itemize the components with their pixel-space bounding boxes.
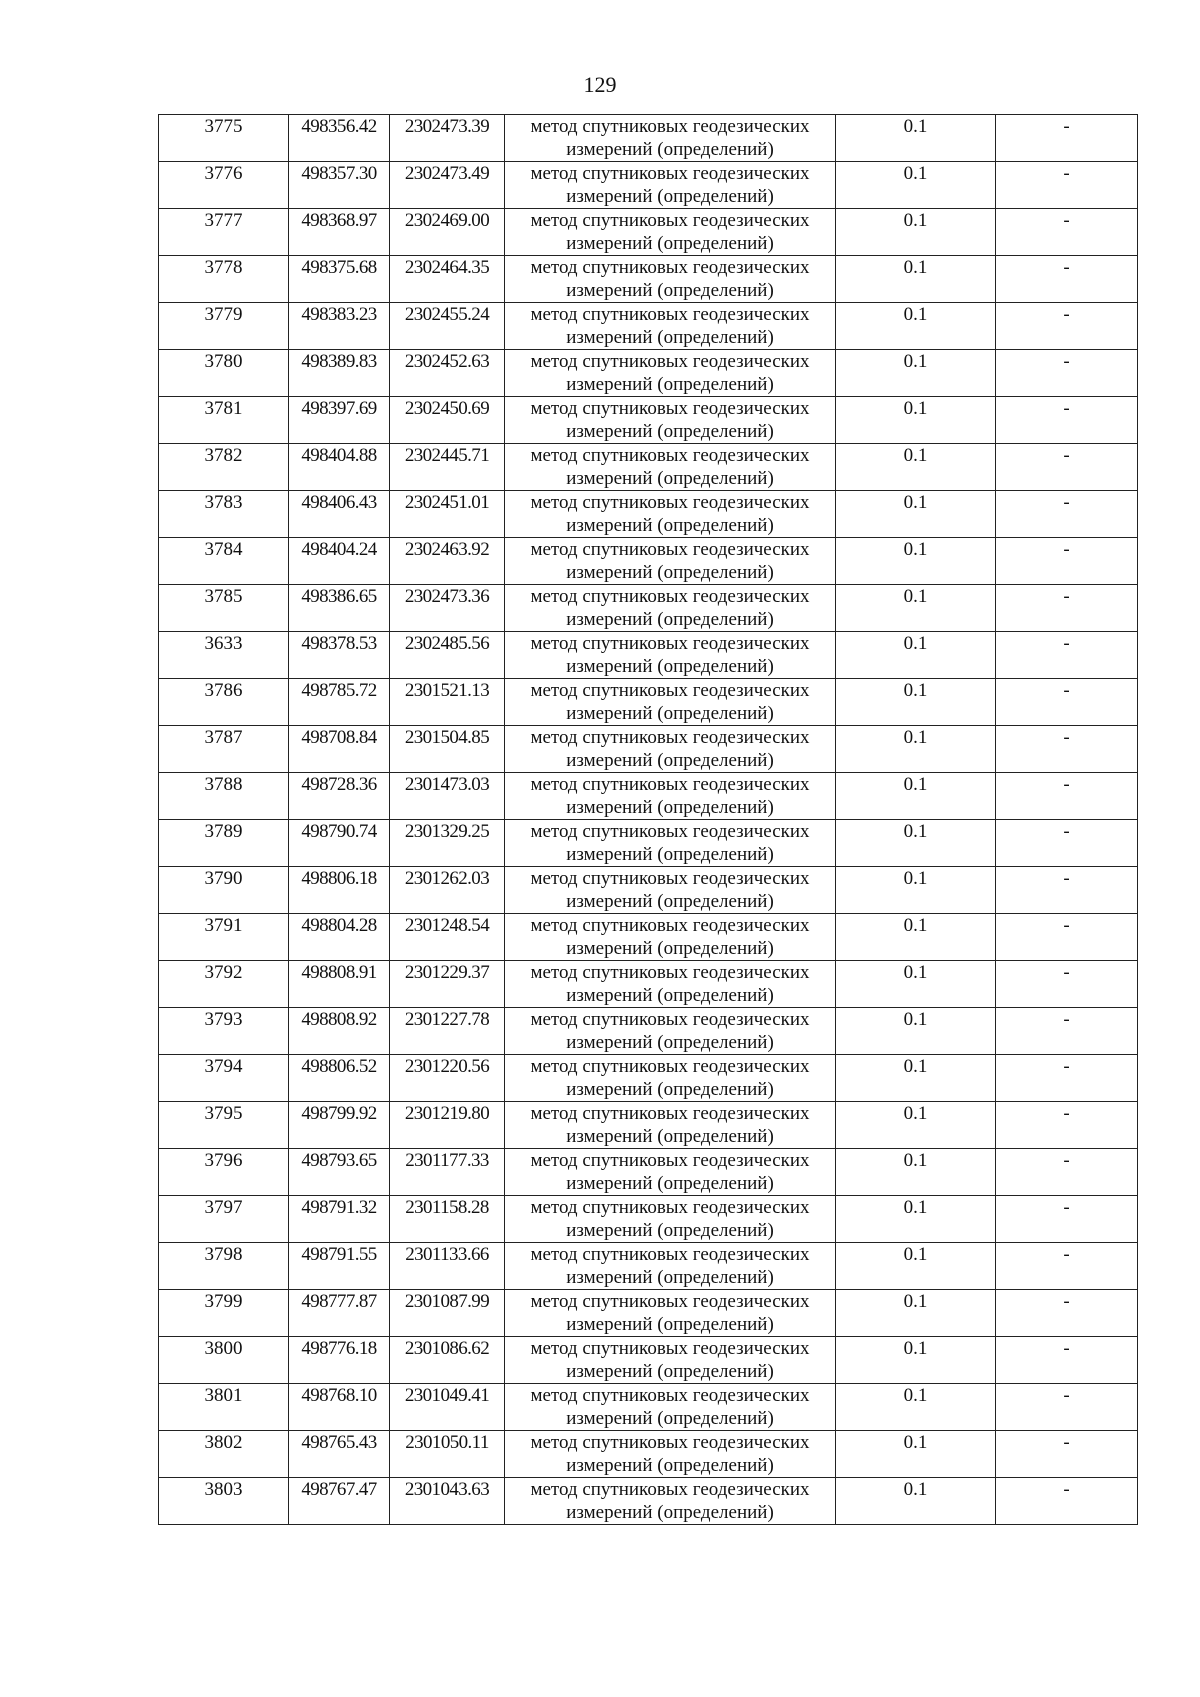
method-cell xyxy=(505,1431,836,1478)
point-number-cell: 3781 xyxy=(159,397,289,444)
y-coordinate-cell: 2301248.54 xyxy=(390,914,505,961)
point-number-cell: 3799 xyxy=(159,1290,289,1337)
note-cell: - xyxy=(996,1478,1138,1525)
table-row xyxy=(159,726,1138,773)
method-line-2: измерений (определений) xyxy=(566,562,774,583)
y-coordinate-cell: 2302469.00 xyxy=(390,209,505,256)
method-cell xyxy=(505,491,836,538)
x-coordinate-cell: 498776.18 xyxy=(289,1337,390,1384)
point-number-cell: 3796 xyxy=(159,1149,289,1196)
method-line-1: метод спутниковых геодезических xyxy=(530,586,810,607)
table-row xyxy=(159,397,1138,444)
point-number-cell: 3775 xyxy=(159,115,289,162)
table-row xyxy=(159,914,1138,961)
accuracy-cell: 0.1 xyxy=(836,867,996,914)
method-cell xyxy=(505,256,836,303)
note-cell: - xyxy=(996,256,1138,303)
x-coordinate-cell: 498767.47 xyxy=(289,1478,390,1525)
table-row xyxy=(159,632,1138,679)
accuracy-cell: 0.1 xyxy=(836,1243,996,1290)
x-coordinate-cell: 498404.24 xyxy=(289,538,390,585)
method-line-2: измерений (определений) xyxy=(566,938,774,959)
point-number-cell: 3778 xyxy=(159,256,289,303)
y-coordinate-cell: 2302455.24 xyxy=(390,303,505,350)
y-coordinate-cell: 2301473.03 xyxy=(390,773,505,820)
note-cell: - xyxy=(996,1290,1138,1337)
note-cell: - xyxy=(996,726,1138,773)
method-cell xyxy=(505,632,836,679)
point-number-cell: 3787 xyxy=(159,726,289,773)
note-cell: - xyxy=(996,162,1138,209)
method-line-2: измерений (определений) xyxy=(566,609,774,630)
accuracy-cell: 0.1 xyxy=(836,679,996,726)
note-cell: - xyxy=(996,961,1138,1008)
accuracy-cell: 0.1 xyxy=(836,773,996,820)
method-line-2: измерений (определений) xyxy=(566,797,774,818)
table-body xyxy=(159,115,1138,1525)
method-line-2: измерений (определений) xyxy=(566,1314,774,1335)
table-row xyxy=(159,538,1138,585)
x-coordinate-cell: 498368.97 xyxy=(289,209,390,256)
x-coordinate-cell: 498808.91 xyxy=(289,961,390,1008)
method-cell xyxy=(505,867,836,914)
table-row xyxy=(159,209,1138,256)
point-number-cell: 3782 xyxy=(159,444,289,491)
table-row xyxy=(159,444,1138,491)
point-number-cell: 3801 xyxy=(159,1384,289,1431)
table-row xyxy=(159,585,1138,632)
method-line-1: метод спутниковых геодезических xyxy=(530,1009,810,1030)
x-coordinate-cell: 498765.43 xyxy=(289,1431,390,1478)
method-cell xyxy=(505,209,836,256)
method-cell xyxy=(505,303,836,350)
method-cell xyxy=(505,397,836,444)
accuracy-cell: 0.1 xyxy=(836,397,996,444)
note-cell: - xyxy=(996,397,1138,444)
y-coordinate-cell: 2302473.49 xyxy=(390,162,505,209)
table-row xyxy=(159,162,1138,209)
method-line-1: метод спутниковых геодезических xyxy=(530,774,810,795)
point-number-cell: 3776 xyxy=(159,162,289,209)
method-line-1: метод спутниковых геодезических xyxy=(530,257,810,278)
y-coordinate-cell: 2302464.35 xyxy=(390,256,505,303)
table-row xyxy=(159,115,1138,162)
x-coordinate-cell: 498378.53 xyxy=(289,632,390,679)
page-number: 129 xyxy=(583,72,617,97)
accuracy-cell: 0.1 xyxy=(836,303,996,350)
method-line-1: метод спутниковых геодезических xyxy=(530,1432,810,1453)
table-row xyxy=(159,1290,1138,1337)
y-coordinate-cell: 2302485.56 xyxy=(390,632,505,679)
note-cell: - xyxy=(996,115,1138,162)
point-number-cell: 3800 xyxy=(159,1337,289,1384)
method-cell xyxy=(505,1243,836,1290)
point-number-cell: 3784 xyxy=(159,538,289,585)
note-cell: - xyxy=(996,444,1138,491)
table-row xyxy=(159,1431,1138,1478)
x-coordinate-cell: 498768.10 xyxy=(289,1384,390,1431)
method-cell xyxy=(505,1290,836,1337)
y-coordinate-cell: 2302473.36 xyxy=(390,585,505,632)
accuracy-cell: 0.1 xyxy=(836,726,996,773)
y-coordinate-cell: 2302463.92 xyxy=(390,538,505,585)
method-line-2: измерений (определений) xyxy=(566,1032,774,1053)
method-line-1: метод спутниковых геодезических xyxy=(530,210,810,231)
method-line-2: измерений (определений) xyxy=(566,515,774,536)
method-line-1: метод спутниковых геодезических xyxy=(530,304,810,325)
method-line-1: метод спутниковых геодезических xyxy=(530,1338,810,1359)
table-row xyxy=(159,773,1138,820)
note-cell: - xyxy=(996,1102,1138,1149)
point-number-cell: 3803 xyxy=(159,1478,289,1525)
accuracy-cell: 0.1 xyxy=(836,115,996,162)
method-cell xyxy=(505,1196,836,1243)
y-coordinate-cell: 2302450.69 xyxy=(390,397,505,444)
method-cell xyxy=(505,444,836,491)
coordinates-table xyxy=(158,114,1138,1525)
method-cell xyxy=(505,914,836,961)
note-cell: - xyxy=(996,1384,1138,1431)
x-coordinate-cell: 498397.69 xyxy=(289,397,390,444)
y-coordinate-cell: 2301049.41 xyxy=(390,1384,505,1431)
accuracy-cell: 0.1 xyxy=(836,820,996,867)
method-cell xyxy=(505,820,836,867)
method-line-1: метод спутниковых геодезических xyxy=(530,116,810,137)
table-row xyxy=(159,1478,1138,1525)
accuracy-cell: 0.1 xyxy=(836,538,996,585)
method-line-1: метод спутниковых геодезических xyxy=(530,492,810,513)
method-line-1: метод спутниковых геодезических xyxy=(530,539,810,560)
method-line-1: метод спутниковых геодезических xyxy=(530,1291,810,1312)
method-line-2: измерений (определений) xyxy=(566,1408,774,1429)
note-cell: - xyxy=(996,538,1138,585)
method-cell xyxy=(505,162,836,209)
method-line-2: измерений (определений) xyxy=(566,280,774,301)
method-cell xyxy=(505,1102,836,1149)
point-number-cell: 3795 xyxy=(159,1102,289,1149)
y-coordinate-cell: 2301050.11 xyxy=(390,1431,505,1478)
method-line-1: метод спутниковых геодезических xyxy=(530,633,810,654)
method-line-2: измерений (определений) xyxy=(566,139,774,160)
table-row xyxy=(159,1196,1138,1243)
method-line-2: измерений (определений) xyxy=(566,703,774,724)
note-cell: - xyxy=(996,914,1138,961)
method-line-1: метод спутниковых геодезических xyxy=(530,680,810,701)
point-number-cell: 3780 xyxy=(159,350,289,397)
accuracy-cell: 0.1 xyxy=(836,1196,996,1243)
x-coordinate-cell: 498793.65 xyxy=(289,1149,390,1196)
y-coordinate-cell: 2301158.28 xyxy=(390,1196,505,1243)
table-row xyxy=(159,1384,1138,1431)
y-coordinate-cell: 2301220.56 xyxy=(390,1055,505,1102)
method-cell xyxy=(505,585,836,632)
y-coordinate-cell: 2302451.01 xyxy=(390,491,505,538)
y-coordinate-cell: 2301219.80 xyxy=(390,1102,505,1149)
x-coordinate-cell: 498806.52 xyxy=(289,1055,390,1102)
y-coordinate-cell: 2302445.71 xyxy=(390,444,505,491)
y-coordinate-cell: 2302452.63 xyxy=(390,350,505,397)
x-coordinate-cell: 498804.28 xyxy=(289,914,390,961)
note-cell: - xyxy=(996,491,1138,538)
accuracy-cell: 0.1 xyxy=(836,1384,996,1431)
method-line-2: измерений (определений) xyxy=(566,1220,774,1241)
y-coordinate-cell: 2301521.13 xyxy=(390,679,505,726)
method-line-2: измерений (определений) xyxy=(566,468,774,489)
y-coordinate-cell: 2301133.66 xyxy=(390,1243,505,1290)
method-line-2: измерений (определений) xyxy=(566,750,774,771)
x-coordinate-cell: 498375.68 xyxy=(289,256,390,303)
table-row xyxy=(159,1008,1138,1055)
x-coordinate-cell: 498389.83 xyxy=(289,350,390,397)
accuracy-cell: 0.1 xyxy=(836,1102,996,1149)
method-cell xyxy=(505,538,836,585)
method-line-1: метод спутниковых геодезических xyxy=(530,1244,810,1265)
accuracy-cell: 0.1 xyxy=(836,256,996,303)
method-cell xyxy=(505,1055,836,1102)
note-cell: - xyxy=(996,1337,1138,1384)
method-line-2: измерений (определений) xyxy=(566,1079,774,1100)
method-line-2: измерений (определений) xyxy=(566,374,774,395)
accuracy-cell: 0.1 xyxy=(836,914,996,961)
note-cell: - xyxy=(996,632,1138,679)
x-coordinate-cell: 498791.55 xyxy=(289,1243,390,1290)
point-number-cell: 3785 xyxy=(159,585,289,632)
point-number-cell: 3788 xyxy=(159,773,289,820)
method-line-2: измерений (определений) xyxy=(566,421,774,442)
x-coordinate-cell: 498708.84 xyxy=(289,726,390,773)
note-cell: - xyxy=(996,1055,1138,1102)
accuracy-cell: 0.1 xyxy=(836,1055,996,1102)
accuracy-cell: 0.1 xyxy=(836,961,996,1008)
method-line-1: метод спутниковых геодезических xyxy=(530,1056,810,1077)
method-line-2: измерений (определений) xyxy=(566,1267,774,1288)
method-line-1: метод спутниковых геодезических xyxy=(530,1479,810,1500)
method-cell xyxy=(505,961,836,1008)
method-line-1: метод спутниковых геодезических xyxy=(530,1103,810,1124)
accuracy-cell: 0.1 xyxy=(836,350,996,397)
method-line-2: измерений (определений) xyxy=(566,656,774,677)
note-cell: - xyxy=(996,209,1138,256)
accuracy-cell: 0.1 xyxy=(836,1431,996,1478)
method-line-1: метод спутниковых геодезических xyxy=(530,962,810,983)
method-line-2: измерений (определений) xyxy=(566,891,774,912)
table-row xyxy=(159,1243,1138,1290)
note-cell: - xyxy=(996,1243,1138,1290)
point-number-cell: 3777 xyxy=(159,209,289,256)
point-number-cell: 3792 xyxy=(159,961,289,1008)
accuracy-cell: 0.1 xyxy=(836,1290,996,1337)
note-cell: - xyxy=(996,867,1138,914)
point-number-cell: 3802 xyxy=(159,1431,289,1478)
point-number-cell: 3790 xyxy=(159,867,289,914)
method-line-1: метод спутниковых геодезических xyxy=(530,1197,810,1218)
accuracy-cell: 0.1 xyxy=(836,444,996,491)
method-line-2: измерений (определений) xyxy=(566,1455,774,1476)
method-line-1: метод спутниковых геодезических xyxy=(530,868,810,889)
x-coordinate-cell: 498386.65 xyxy=(289,585,390,632)
y-coordinate-cell: 2301087.99 xyxy=(390,1290,505,1337)
accuracy-cell: 0.1 xyxy=(836,585,996,632)
note-cell: - xyxy=(996,585,1138,632)
method-line-2: измерений (определений) xyxy=(566,327,774,348)
table-row xyxy=(159,867,1138,914)
method-line-1: метод спутниковых геодезических xyxy=(530,727,810,748)
note-cell: - xyxy=(996,773,1138,820)
accuracy-cell: 0.1 xyxy=(836,1478,996,1525)
point-number-cell: 3786 xyxy=(159,679,289,726)
note-cell: - xyxy=(996,1196,1138,1243)
table-row xyxy=(159,303,1138,350)
x-coordinate-cell: 498790.74 xyxy=(289,820,390,867)
x-coordinate-cell: 498404.88 xyxy=(289,444,390,491)
method-cell xyxy=(505,726,836,773)
method-line-1: метод спутниковых геодезических xyxy=(530,1385,810,1406)
note-cell: - xyxy=(996,1431,1138,1478)
point-number-cell: 3783 xyxy=(159,491,289,538)
method-cell xyxy=(505,350,836,397)
method-line-2: измерений (определений) xyxy=(566,1173,774,1194)
note-cell: - xyxy=(996,679,1138,726)
x-coordinate-cell: 498777.87 xyxy=(289,1290,390,1337)
accuracy-cell: 0.1 xyxy=(836,209,996,256)
table-row xyxy=(159,820,1138,867)
y-coordinate-cell: 2301229.37 xyxy=(390,961,505,1008)
table-row xyxy=(159,491,1138,538)
method-line-1: метод спутниковых геодезических xyxy=(530,163,810,184)
method-line-1: метод спутниковых геодезических xyxy=(530,821,810,842)
method-cell xyxy=(505,773,836,820)
method-cell xyxy=(505,1384,836,1431)
table-row xyxy=(159,256,1138,303)
x-coordinate-cell: 498808.92 xyxy=(289,1008,390,1055)
table-row xyxy=(159,1102,1138,1149)
note-cell: - xyxy=(996,1149,1138,1196)
accuracy-cell: 0.1 xyxy=(836,1337,996,1384)
table-row xyxy=(159,1337,1138,1384)
note-cell: - xyxy=(996,820,1138,867)
method-line-1: метод спутниковых геодезических xyxy=(530,1150,810,1171)
x-coordinate-cell: 498806.18 xyxy=(289,867,390,914)
y-coordinate-cell: 2301177.33 xyxy=(390,1149,505,1196)
point-number-cell: 3794 xyxy=(159,1055,289,1102)
accuracy-cell: 0.1 xyxy=(836,1008,996,1055)
point-number-cell: 3789 xyxy=(159,820,289,867)
method-cell xyxy=(505,115,836,162)
table-row xyxy=(159,679,1138,726)
accuracy-cell: 0.1 xyxy=(836,162,996,209)
point-number-cell: 3798 xyxy=(159,1243,289,1290)
method-cell xyxy=(505,1149,836,1196)
y-coordinate-cell: 2301227.78 xyxy=(390,1008,505,1055)
method-cell xyxy=(505,679,836,726)
y-coordinate-cell: 2301262.03 xyxy=(390,867,505,914)
method-cell xyxy=(505,1478,836,1525)
method-line-2: измерений (определений) xyxy=(566,1126,774,1147)
point-number-cell: 3797 xyxy=(159,1196,289,1243)
method-line-2: измерений (определений) xyxy=(566,1361,774,1382)
point-number-cell: 3791 xyxy=(159,914,289,961)
method-line-2: измерений (определений) xyxy=(566,1502,774,1523)
note-cell: - xyxy=(996,303,1138,350)
x-coordinate-cell: 498791.32 xyxy=(289,1196,390,1243)
table-row xyxy=(159,961,1138,1008)
method-cell xyxy=(505,1008,836,1055)
table-row xyxy=(159,1149,1138,1196)
y-coordinate-cell: 2301086.62 xyxy=(390,1337,505,1384)
x-coordinate-cell: 498357.30 xyxy=(289,162,390,209)
note-cell: - xyxy=(996,350,1138,397)
method-line-2: измерений (определений) xyxy=(566,844,774,865)
accuracy-cell: 0.1 xyxy=(836,491,996,538)
y-coordinate-cell: 2301329.25 xyxy=(390,820,505,867)
accuracy-cell: 0.1 xyxy=(836,1149,996,1196)
table-row xyxy=(159,350,1138,397)
method-line-2: измерений (определений) xyxy=(566,985,774,1006)
method-line-1: метод спутниковых геодезических xyxy=(530,351,810,372)
y-coordinate-cell: 2302473.39 xyxy=(390,115,505,162)
accuracy-cell: 0.1 xyxy=(836,632,996,679)
x-coordinate-cell: 498383.23 xyxy=(289,303,390,350)
note-cell: - xyxy=(996,1008,1138,1055)
x-coordinate-cell: 498785.72 xyxy=(289,679,390,726)
y-coordinate-cell: 2301043.63 xyxy=(390,1478,505,1525)
x-coordinate-cell: 498406.43 xyxy=(289,491,390,538)
point-number-cell: 3779 xyxy=(159,303,289,350)
point-number-cell: 3633 xyxy=(159,632,289,679)
method-line-1: метод спутниковых геодезических xyxy=(530,915,810,936)
x-coordinate-cell: 498799.92 xyxy=(289,1102,390,1149)
point-number-cell: 3793 xyxy=(159,1008,289,1055)
x-coordinate-cell: 498356.42 xyxy=(289,115,390,162)
method-line-2: измерений (определений) xyxy=(566,233,774,254)
table-row xyxy=(159,1055,1138,1102)
x-coordinate-cell: 498728.36 xyxy=(289,773,390,820)
method-line-2: измерений (определений) xyxy=(566,186,774,207)
method-line-1: метод спутниковых геодезических xyxy=(530,398,810,419)
y-coordinate-cell: 2301504.85 xyxy=(390,726,505,773)
method-line-1: метод спутниковых геодезических xyxy=(530,445,810,466)
method-cell xyxy=(505,1337,836,1384)
